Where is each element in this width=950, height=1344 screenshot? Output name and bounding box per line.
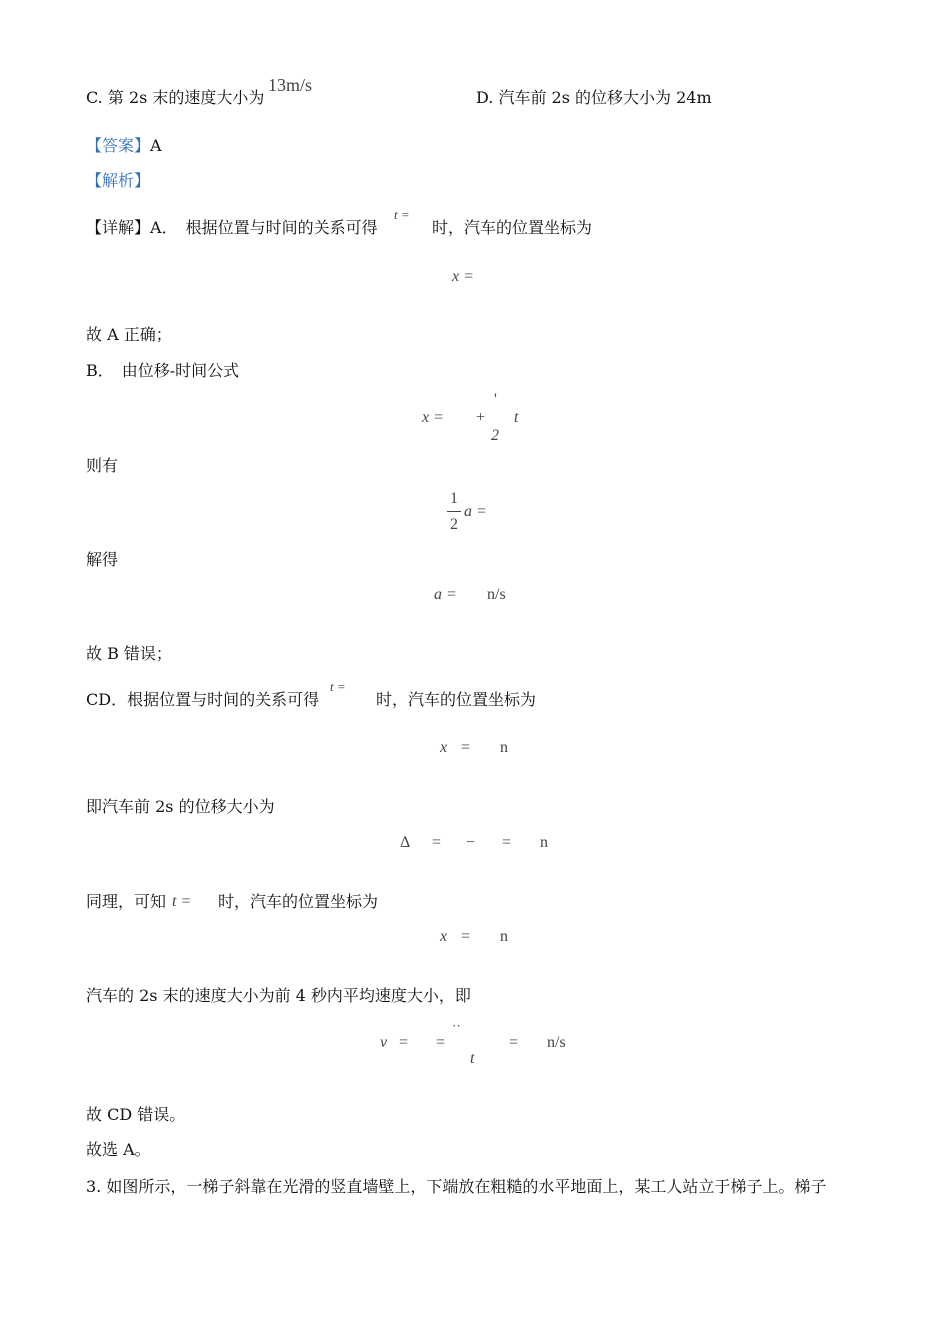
detail-cd-displacement-lead: 即汽车前 2s 的位移大小为	[86, 797, 275, 816]
equation-5-eq: =	[461, 739, 471, 756]
option-c-value: 13m/s	[268, 75, 313, 95]
equation-7-eq: =	[461, 928, 471, 945]
detail-a-text: A． 根据位置与时间的关系可得	[150, 218, 378, 237]
equation-3-rest: a =	[464, 503, 487, 520]
equation-6-eq2: =	[502, 834, 512, 851]
option-d-text: 汽车前 2s 的位移大小为 24m	[498, 88, 712, 107]
equation-6-unit: n	[540, 834, 548, 851]
detail-b-solve: 解得	[86, 550, 119, 569]
option-c-label: C.	[86, 88, 103, 107]
option-d-label: D.	[476, 88, 494, 107]
equation-1: x =	[452, 268, 474, 285]
detail-a-lead	[86, 218, 378, 238]
detail-cd-tail: 时，汽车的位置坐标为	[376, 690, 537, 709]
detail-b-lead: B． 由位移-时间公式	[86, 361, 240, 380]
equation-8-eq2: =	[436, 1034, 446, 1051]
equation-8-eq3: =	[509, 1034, 519, 1051]
detail-a-tail: 时，汽车的位置坐标为	[432, 218, 593, 237]
detail-cd-same-t: t =	[172, 893, 192, 910]
equation-6-eq: =	[432, 834, 442, 851]
equation-8-t: t	[470, 1050, 475, 1067]
detail-cd-speed-lead: 汽车的 2s 末的速度大小为前 4 秒内平均速度大小，即	[86, 986, 471, 1005]
detail-b-then: 则有	[86, 456, 119, 475]
question-3-number: 3.	[86, 1177, 102, 1196]
equation-7-left: x	[440, 928, 448, 945]
detail-a-conclusion: 故 A 正确；	[86, 325, 172, 344]
option-c	[86, 88, 264, 108]
equation-8-eq1: =	[399, 1034, 409, 1051]
detail-a-t: t =	[394, 207, 410, 222]
equation-4-unit: n/s	[487, 586, 506, 603]
question-3	[86, 1177, 826, 1197]
detail-b-conclusion: 故 B 错误；	[86, 644, 172, 663]
equation-7-unit: n	[500, 928, 508, 945]
answer-tag: 【答案】	[86, 136, 151, 155]
detail-cd-t: t =	[330, 679, 346, 694]
detail-cd-same-text: 同理，可知	[86, 892, 167, 911]
analysis-tag: 【解析】	[86, 171, 151, 190]
equation-6-minus: −	[466, 834, 476, 851]
equation-2-plus: +	[476, 409, 486, 426]
equation-3-denominator: 2	[450, 516, 458, 533]
detail-cd-conclusion: 故 CD 错误。	[86, 1105, 186, 1124]
option-c-text: 第 2s 末的速度大小为	[107, 88, 265, 107]
equation-2-tick: '	[494, 391, 497, 408]
answer-value: A	[150, 136, 162, 155]
question-3-text: 如图所示，一梯子斜靠在光滑的竖直墙壁上，下端放在粗糙的水平地面上，某工人站立于梯子上。梯子	[106, 1177, 827, 1196]
equation-8-v: v	[380, 1034, 388, 1051]
detail-cd-same-lead	[86, 892, 166, 912]
equation-5-unit: n	[500, 739, 508, 756]
equation-2-t: t	[514, 409, 519, 426]
option-d	[476, 88, 712, 108]
final-answer: 故选 A。	[86, 1140, 151, 1159]
detail-tag: 【详解】	[86, 218, 151, 237]
detail-cd-same-tail: 时，汽车的位置坐标为	[218, 892, 379, 911]
equation-2-left: x =	[422, 409, 444, 426]
equation-3-numerator: 1	[450, 490, 458, 507]
answer-line	[86, 136, 162, 156]
detail-cd-lead: CD．根据位置与时间的关系可得	[86, 690, 320, 709]
equation-6-delta: Δ	[400, 834, 411, 851]
equation-2-denominator: 2	[491, 427, 499, 444]
equation-5-left: x	[440, 739, 448, 756]
equation-3-fraction-bar	[447, 511, 461, 512]
equation-8-unit: n/s	[547, 1034, 566, 1051]
equation-8-dots: ··	[452, 1018, 461, 1033]
equation-4-left: a =	[434, 586, 457, 603]
